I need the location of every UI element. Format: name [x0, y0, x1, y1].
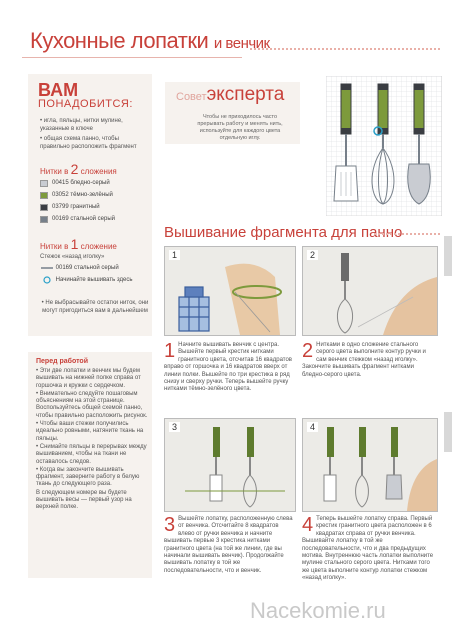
thread-row: 00169 стальной серый — [40, 214, 150, 224]
before-start-item: • Эти две лопатки и венчик мы будем вышивать на нижней полке справа от горшочка и кружки с сердечком. — [36, 368, 141, 389]
two-strand-heading: Нитки в 2 сложения — [40, 161, 117, 177]
step-photo-2-number: 2 — [307, 250, 318, 260]
materials-item: • игла, пяльцы, нитки мулине, указанные в ключе — [40, 118, 123, 132]
step-photo-4 — [302, 418, 438, 512]
step-photo-3 — [164, 418, 296, 512]
thread-swatch — [40, 180, 48, 187]
backstitch-row: 00169 стальной серый — [40, 263, 150, 273]
section-dotted-rule — [374, 233, 440, 235]
step-4-text: 4 Теперь вышейте лопатку справа. Первый крестик гранитного цвета расположен в 6 квадратах справа от ручки венчика. Вышивайте лопатку в той же последовательности, что и два предыдущих мотива. Внутреннюю часть лопатки выполните мулине стального серого цвета. Нитками того же цвета выполните контур лопатки стежком «назад иголку». — [302, 514, 434, 582]
materials-item: • общая схема панно, чтобы правильно расположить фрагмент — [40, 136, 137, 150]
backstitch-line-icon — [40, 265, 54, 271]
thread-row: 03799 гранитный — [40, 202, 150, 212]
step-photo-3-number: 3 — [169, 422, 180, 432]
page-title-main: Кухонные лопатки — [30, 28, 209, 53]
thread-row: 03052 тёмно-зелёный — [40, 190, 150, 200]
step-photo-4-image — [303, 419, 437, 511]
section-title: Вышивание фрагмента для панно — [164, 224, 403, 241]
materials-note: • Не выбрасывайте остатки ниток, они могут пригодиться вам в дальнейшем — [41, 300, 149, 314]
edge-tabs — [444, 236, 452, 456]
page-title-sub: и венчик — [213, 35, 270, 52]
step-photo-2-image — [303, 247, 437, 335]
materials-subtitle: ПОНАДОБИТСЯ: — [38, 98, 133, 110]
step-4-number: 4 — [302, 514, 314, 536]
step-photo-2 — [302, 246, 438, 336]
cross-stitch-chart — [326, 76, 442, 216]
before-start-title: Перед работой — [36, 358, 88, 365]
step-3-number: 3 — [164, 514, 176, 536]
title-dotted-rule — [250, 48, 440, 52]
thread-swatch — [40, 216, 48, 223]
backstitch-label: Стежок «назад иголку» — [40, 254, 105, 260]
step-photo-4-number: 4 — [307, 422, 318, 432]
before-start-item: • Внимательно следуйте пошаговым объяснениям на этой странице. Воспользуйтесь общей схемой панно, чтобы правильно расположить рисунок. — [36, 390, 148, 419]
before-start-item: • Снимайте пяльцы в перерывах между вышиванием, чтобы на ткани не оставалось следов. — [36, 443, 147, 465]
step-3-text: 3 Вышейте лопатку, расположенную слева от венчика. Отсчитайте 8 квадратов влево от ручки венчика и начните вышивать первые 3 крестика нитками гранитного цвета (на той же линии, где вы начинали вышивать венчик). Продолжайте вышивать лопатку в той же последовательности, что и венчик. — [164, 514, 293, 574]
expert-tip-title: Советэксперта — [176, 84, 285, 105]
one-strand-heading: Нитки в 1 сложение — [40, 236, 117, 252]
thread-swatch — [40, 192, 48, 199]
materials-title: ВАМ — [38, 80, 79, 100]
start-marker-icon — [40, 276, 54, 284]
thread-swatch — [40, 204, 48, 211]
before-start-item: В следующем номере вы будете вышивать весы — первый узор на верхней полке. — [36, 489, 132, 511]
step-2-text: 2 Нитками в одно сложение стального серого цвета выполните контур ручки и сам венчик стежком «назад иголку». Закончите вышивать фрагмент нитками бледно-серого цвета. — [302, 340, 426, 378]
before-start-item: • Чтобы ваши стежки получились идеально ровными, натяните ткань на пяльцы. — [36, 421, 144, 442]
watermark: Nacekomie.ru — [250, 598, 386, 623]
step-photo-1 — [164, 246, 296, 336]
step-photo-3-image — [165, 419, 295, 511]
start-here-row: Начинайте вышивать здесь — [40, 275, 150, 285]
before-start-content — [36, 368, 148, 513]
materials-content — [40, 117, 150, 317]
expert-tip-text: Чтобы не приходилось часто прерывать работу и менять нить, используйте для каждого цвета отдельную иглу. — [197, 114, 283, 141]
step-1-number: 1 — [164, 340, 176, 362]
before-start-item: • Когда вы закончите вышивать фрагмент, заверните работу в белую ткань до следующего раза. — [36, 466, 140, 488]
step-photo-1-image — [165, 247, 295, 335]
thread-row: 00415 бледно-серый — [40, 178, 150, 188]
step-2-number: 2 — [302, 340, 314, 362]
title-underline — [22, 57, 242, 58]
step-1-text: 1 Начните вышивать венчик с центра. Вышейте первый крестик нитками гранитного цвета, отсчитав 16 квадратов вправо от горшочка и 16 квадратов вверх от линии полки. Вышейте по три крестика в ряд снизу и сверху ручки. Теперь вышейте ручку нитками тёмно-зелёного цвета. — [164, 340, 292, 393]
step-photo-1-number: 1 — [169, 250, 180, 260]
page-title — [30, 28, 270, 54]
